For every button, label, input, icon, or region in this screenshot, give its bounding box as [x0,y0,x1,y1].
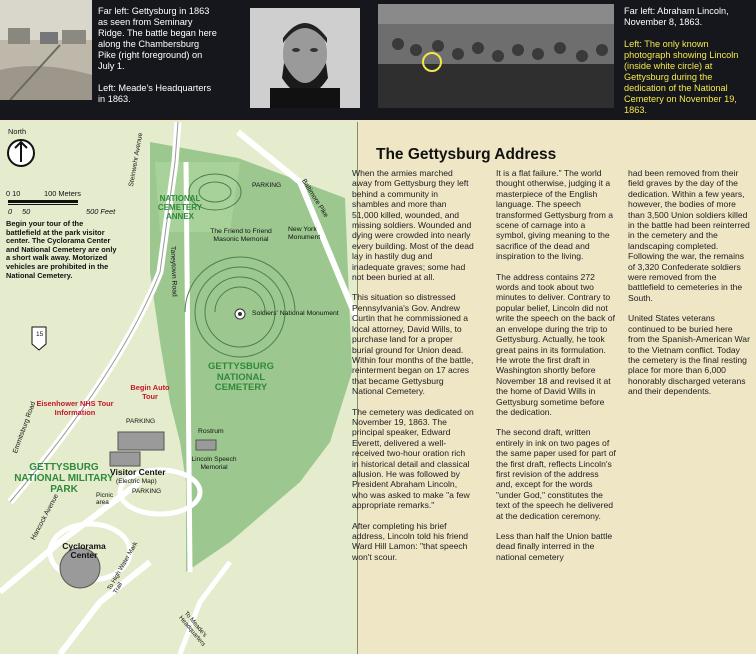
paragraph: This situation so distressed Pennsylvania's Gov. Andrew Curtin that he commissioned a local attorney, David Wills, to purchase land for a proper burial ground for Union dead. Within four months of the battle, reinterment began on 17 acres that became Gettysburg National Cemetery. [352,292,474,397]
paragraph: had been removed from their field graves by the day of the dedication. Within a few years, however, the bodies of more than 3,500 Union soldiers killed in the battle had been reinterred in the cemetery and the landscaping completed. Following the war, the remains of 3,320 Confederate soldiers were removed from the battlefield to cemeteries in the South. [628,168,750,303]
visitor-center-sub: (Electric Map) [116,478,157,485]
article-column-3 [628,168,750,407]
parking-label-3: PARKING [132,488,162,495]
eisenhower-label: Eisenhower NHS Tour Information [36,399,114,417]
north-label: North [8,127,27,136]
steinwehr-avenue-label: Steinwehr Avenue [128,132,145,188]
parking-label-2: PARKING [126,418,156,425]
paragraph: When the armies marched away from Gettysburg they left behind a community in shambles and more than 51,000 killed, wounded, and missing soldiers. Wounded and dying were crowded into nearly every building. Most of the dead lay in hastily dug and inadequate graves; some had not been buried at all. [352,168,474,283]
annex-label: NATIONAL CEMETERY ANNEX [157,194,203,221]
military-park-label: GETTYSBURG NATIONAL MILITARY PARK [14,462,114,495]
caption-meade: Left: Meade's Headquarters in 1863. [98,83,212,104]
scale-meters-end: 100 Meters [44,189,81,198]
caption-dedication: Left: The only known photograph showing Lincoln (inside white circle) at Gettysburg during the dedication of the National Cemetery on November 19, 1863. [624,39,739,115]
caption-lincoln: Far left: Abraham Lincoln, November 8, 1863. [624,6,729,27]
gettysburg-1863-photo [0,0,92,100]
taneytown-road-label: Taneytown Road [169,246,178,297]
auto-tour-label: Begin Auto Tour [130,383,170,401]
lincoln-portrait [250,8,360,108]
scale-feet-end: 500 Feet [86,207,116,216]
paragraph: The address contains 272 words and took about two minutes to deliver. Contrary to popular belief, Lincoln did not write the speech on the back of an envelope during the trip to Gettysburg. Actually, he took great pains in its formulation. He wrote the first draft in Washington shortly before November 18 and revised it at the home of David Wills in Gettysburg sometime before the dedication. [496,271,615,417]
rostrum-label: Rostrum [198,428,224,435]
high-water-trail-label: To High Water Mark Trail [106,540,140,595]
article-column-1 [352,168,474,572]
scale-feet-start: 0 [8,207,13,216]
paragraph: The cemetery was dedicated on November 19, 1863. The principal speaker, Edward Everett, delivered a well-received two-hour oration rich in historical detail and classical allusion. He was followed by President Abraham Lincoln, who was asked to make "a few appropriate remarks." [352,406,474,511]
article-title: The Gettysburg Address [376,146,557,163]
article [352,128,756,654]
soldiers-monument-label: Soldiers' National Monument [252,310,339,317]
speech-memorial-label: Lincoln Speech Memorial [191,456,237,471]
picnic-label: Picnic area [96,492,114,506]
hancock-avenue-label: Hancock Avenue [30,493,61,542]
cemetery-map [0,122,358,654]
paragraph: Less than half the Union battle dead finally interred in the national cemetery [496,531,613,562]
friend-memorial-label: The Friend to Friend Masonic Memorial [210,228,272,243]
caption-gettysburg: Far left: Gettysburg in 1863 as seen from Seminary Ridge. The battle began here along the Chambersburg Pike (right foreground) on July 1. [98,6,217,71]
paragraph: After completing his brief address, Lincoln told his friend Ward Hill Lamon: "that speech won't scour. [352,520,469,562]
cyclorama-label: Cyclorama Center [62,541,106,560]
map-intro: Begin your tour of the battlefield at the park visitor center. The Cyclorama Center and National Cemetery are only a short walk away. Motorized vehicles are prohibited in the National Cemetery. [6,219,117,280]
paragraph: The second draft, written entirely in ink on two pages of the same paper used for part of the first draft, reflects Lincoln's first revision of the address and, except for the words "under God," constitutes the text of the speech he delivered at the dedication ceremony. [496,427,616,521]
meade-hq-trail-label: To Meade's Headquarters [177,610,209,648]
route-label: 15 [36,331,44,338]
photo-band [0,0,756,120]
baltimore-pike-label: Baltimore Pike [300,178,330,219]
scale-meters-start: 0 10 [6,189,21,198]
emmitsburg-road-label: Emmitsburg Road [12,400,38,455]
dedication-photo [378,4,614,108]
parking-label-1: PARKING [252,182,282,189]
paragraph: It is a flat failure." The world thought otherwise, judging it a masterpiece of the English language. The speech transformed Gettysburg from a scene of carnage into a symbol, giving meaning to the sacrifice of the dead and inspiration to the living. [496,168,614,262]
visitor-center-label: Visitor Center [110,467,166,477]
article-column-2 [496,168,616,572]
ny-monument-label: New York Monument [288,226,321,241]
paragraph: United States veterans continued to be buried here from the Spanish-American War to the Vietnam conflict. Today the cemetery is the final resting place for more than 6,000 honorably discharged veterans and their dependents. [628,313,750,397]
cemetery-label: GETTYSBURG NATIONAL CEMETERY [208,361,274,393]
scale-feet-mid: 50 [22,207,31,216]
